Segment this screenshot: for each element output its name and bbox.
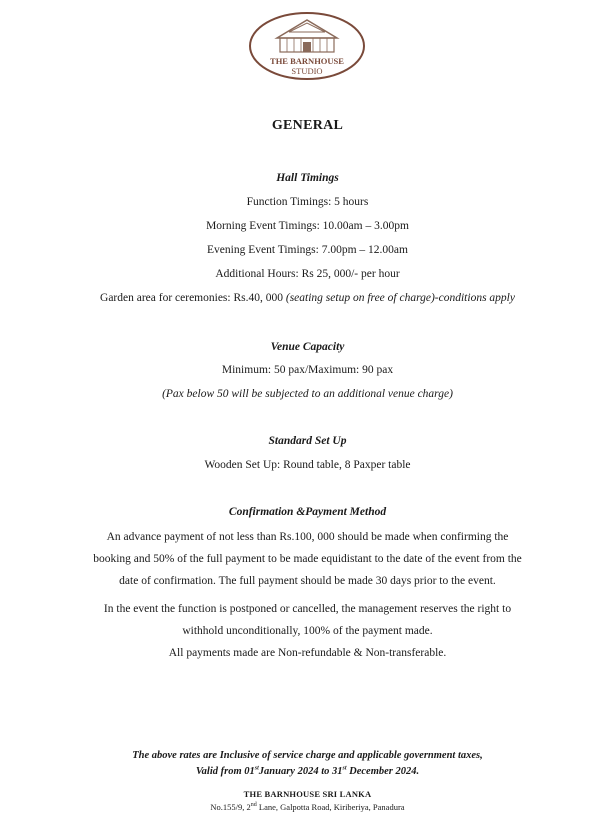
rates-inclusive-note: The above rates are Inclusive of service charge and applicable government taxes, — [132, 750, 483, 761]
standard-setup-text: Wooden Set Up: Round table, 8 Paxper table — [204, 459, 411, 471]
rates-validity — [0, 766, 615, 777]
garden-area-note: (seating setup on free of charge)-conditions apply — [285, 292, 515, 304]
company-address — [0, 802, 615, 812]
logo-line1: THE BARNHOUSE — [270, 56, 344, 66]
garden-area — [0, 292, 615, 304]
venue-capacity-note: (Pax below 50 will be subjected to an additional venue charge) — [162, 388, 453, 400]
address-part-1: No.155/9, 2 — [210, 802, 251, 812]
validity-part-1: Valid from 01 — [195, 766, 255, 777]
validity-sup-1: st — [254, 765, 259, 772]
payment-p2-line2: withhold unconditionally, 100% of the payment made. — [182, 625, 433, 637]
payment-p2-line1: In the event the function is postponed or cancelled, the management reserves the right to — [103, 603, 512, 615]
confirmation-heading: Confirmation &Payment Method — [228, 506, 387, 518]
company-name: THE BARNHOUSE SRI LANKA — [243, 789, 372, 799]
additional-hours: Additional Hours: Rs 25, 000/- per hour — [215, 268, 400, 280]
payment-paragraph-1 — [70, 526, 545, 592]
morning-timings: Morning Event Timings: 10.00am – 3.00pm — [206, 220, 409, 232]
garden-area-price: Garden area for ceremonies: Rs.40, 000 — [100, 292, 286, 304]
payment-p1-line2: booking and 50% of the full payment to be made equidistant to the date of the event from the — [93, 553, 522, 565]
address-part-2: Lane, Galpotta Road, Kiriberiya, Panadura — [256, 802, 405, 812]
barn-logo-icon — [247, 10, 367, 82]
venue-capacity-heading: Venue Capacity — [270, 341, 345, 353]
logo-line2: STUDIO — [291, 66, 323, 76]
venue-capacity-range: Minimum: 50 pax/Maximum: 90 pax — [221, 364, 394, 376]
page-title: GENERAL — [271, 118, 344, 133]
barnhouse-logo — [247, 10, 367, 82]
payment-p1-line1: An advance payment of not less than Rs.100, 000 should be made when confirming the — [106, 531, 509, 543]
evening-timings: Evening Event Timings: 7.00pm – 12.00am — [207, 244, 408, 256]
standard-setup-heading: Standard Set Up — [268, 435, 347, 447]
payment-p1-line3: date of confirmation. The full payment should be made 30 days prior to the event. — [119, 575, 496, 587]
hall-timings-heading: Hall Timings — [276, 172, 339, 184]
address-sup: nd — [250, 802, 257, 809]
validity-part-3: December 2024. — [346, 766, 420, 777]
validity-part-2: January 2024 to 31 — [258, 766, 343, 777]
payment-p2-line3: All payments made are Non-refundable & Non-transferable. — [168, 647, 447, 659]
payment-paragraph-2 — [70, 598, 545, 664]
validity-sup-2: st — [342, 765, 347, 772]
function-timings: Function Timings: 5 hours — [246, 196, 369, 208]
